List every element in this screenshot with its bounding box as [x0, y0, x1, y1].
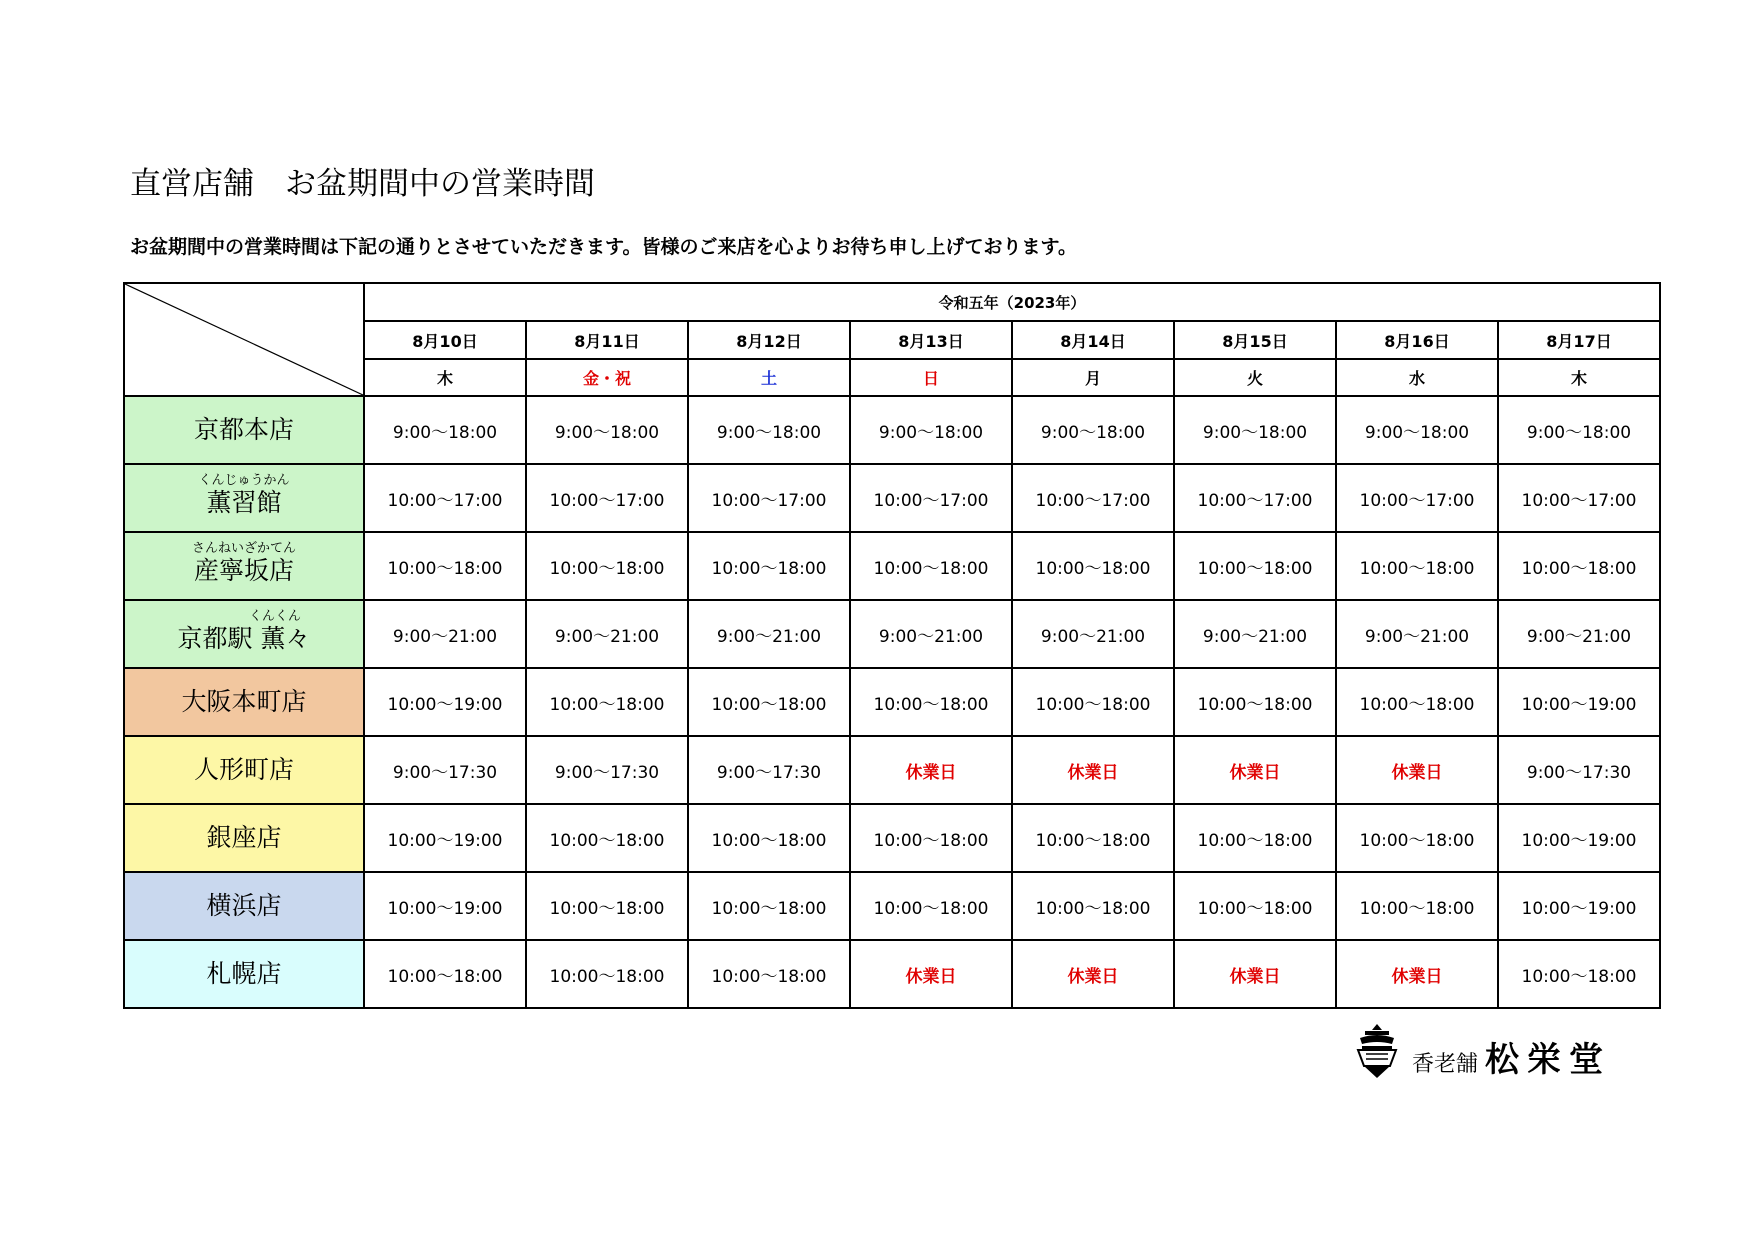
page-title: 直営店舗 お盆期間中の営業時間	[130, 166, 595, 202]
store-row	[124, 940, 1660, 1008]
intro-text: お盆期間中の営業時間は下記の通りとさせていただきます。皆様のご来店を心よりお待ち申し上げております。	[130, 236, 1077, 258]
hours-cell: 9:00〜17:30	[364, 736, 526, 804]
hours-cell: 10:00〜18:00	[1012, 872, 1174, 940]
hours-cell: 10:00〜18:00	[688, 668, 850, 736]
weekday-header: 日	[850, 359, 1012, 396]
corner-cell	[124, 283, 364, 396]
hours-cell: 10:00〜18:00	[526, 668, 688, 736]
hours-cell: 10:00〜17:00	[1174, 464, 1336, 532]
hours-cell: 9:00〜18:00	[1012, 396, 1174, 464]
closed-cell: 休業日	[1336, 940, 1498, 1008]
store-row	[124, 600, 1660, 668]
hours-cell: 10:00〜18:00	[1498, 532, 1660, 600]
date-header: 8月12日	[688, 321, 850, 359]
closed-cell: 休業日	[1336, 736, 1498, 804]
hours-cell: 10:00〜17:00	[364, 464, 526, 532]
hours-cell: 10:00〜18:00	[850, 532, 1012, 600]
hours-cell: 10:00〜18:00	[1336, 532, 1498, 600]
hours-cell: 10:00〜18:00	[688, 804, 850, 872]
store-row	[124, 396, 1660, 464]
hours-cell: 10:00〜18:00	[688, 872, 850, 940]
hours-cell: 10:00〜18:00	[1336, 804, 1498, 872]
hours-cell: 9:00〜21:00	[364, 600, 526, 668]
store-name: 大阪本町店	[181, 687, 307, 716]
store-name: 産寧坂店	[193, 556, 294, 585]
logo-big-text: 松栄堂	[1485, 1040, 1612, 1080]
date-header: 8月11日	[526, 321, 688, 359]
shoeido-logo	[1352, 1020, 1652, 1090]
hours-cell: 10:00〜18:00	[526, 532, 688, 600]
date-header: 8月16日	[1336, 321, 1498, 359]
hours-cell: 10:00〜18:00	[1174, 872, 1336, 940]
hours-cell: 10:00〜18:00	[1336, 872, 1498, 940]
hours-cell: 10:00〜18:00	[1336, 668, 1498, 736]
date-header: 8月13日	[850, 321, 1012, 359]
weekday-header: 土	[688, 359, 850, 396]
store-name: 銀座店	[206, 823, 282, 852]
closed-cell: 休業日	[850, 940, 1012, 1008]
store-name: 京都駅 薫々	[177, 624, 311, 653]
store-row	[124, 872, 1660, 940]
date-header: 8月15日	[1174, 321, 1336, 359]
hours-cell: 9:00〜18:00	[1336, 396, 1498, 464]
store-name-ruby: くんじゅうかん	[198, 473, 290, 488]
date-header: 8月17日	[1498, 321, 1660, 359]
hours-cell: 9:00〜21:00	[1336, 600, 1498, 668]
store-name-cell	[124, 396, 364, 464]
hours-cell: 10:00〜18:00	[688, 532, 850, 600]
hours-cell: 9:00〜18:00	[850, 396, 1012, 464]
hours-cell: 10:00〜19:00	[1498, 668, 1660, 736]
weekday-header: 金・祝	[526, 359, 688, 396]
store-name-cell	[124, 668, 364, 736]
hours-cell: 10:00〜18:00	[1498, 940, 1660, 1008]
store-row	[124, 668, 1660, 736]
hours-cell: 9:00〜21:00	[1174, 600, 1336, 668]
store-name: 人形町店	[193, 755, 294, 784]
hours-cell: 10:00〜18:00	[1174, 668, 1336, 736]
store-name: 薫習館	[206, 488, 282, 517]
hours-cell: 9:00〜18:00	[364, 396, 526, 464]
store-name-cell	[124, 804, 364, 872]
closed-cell: 休業日	[1174, 736, 1336, 804]
hours-cell: 9:00〜21:00	[850, 600, 1012, 668]
hours-cell: 9:00〜17:30	[1498, 736, 1660, 804]
hours-cell: 10:00〜18:00	[526, 804, 688, 872]
date-header: 8月10日	[364, 321, 526, 359]
weekday-header: 火	[1174, 359, 1336, 396]
closed-cell: 休業日	[1012, 940, 1174, 1008]
hours-cell: 9:00〜21:00	[688, 600, 850, 668]
closed-cell: 休業日	[850, 736, 1012, 804]
store-name: 京都本店	[193, 415, 294, 444]
hours-cell: 10:00〜18:00	[526, 940, 688, 1008]
hours-cell: 9:00〜21:00	[1498, 600, 1660, 668]
hours-cell: 9:00〜18:00	[688, 396, 850, 464]
hours-cell: 10:00〜17:00	[526, 464, 688, 532]
hours-cell: 10:00〜18:00	[1174, 804, 1336, 872]
hours-cell: 10:00〜18:00	[364, 940, 526, 1008]
hours-cell: 10:00〜18:00	[850, 804, 1012, 872]
hours-cell: 10:00〜18:00	[850, 668, 1012, 736]
hours-cell: 9:00〜17:30	[526, 736, 688, 804]
hours-cell: 10:00〜17:00	[1336, 464, 1498, 532]
store-name-ruby: さんねいざかてん	[191, 541, 296, 556]
hours-cell: 9:00〜18:00	[526, 396, 688, 464]
weekday-header: 月	[1012, 359, 1174, 396]
store-name-cell	[124, 736, 364, 804]
hours-cell: 10:00〜19:00	[364, 872, 526, 940]
hours-cell: 9:00〜21:00	[1012, 600, 1174, 668]
hours-cell: 10:00〜19:00	[1498, 872, 1660, 940]
business-hours-table	[123, 282, 1661, 1009]
weekday-header: 水	[1336, 359, 1498, 396]
hours-cell: 10:00〜18:00	[850, 872, 1012, 940]
hours-cell: 10:00〜19:00	[1498, 804, 1660, 872]
hours-cell: 9:00〜21:00	[526, 600, 688, 668]
hours-cell: 9:00〜18:00	[1174, 396, 1336, 464]
hours-cell: 10:00〜18:00	[1012, 804, 1174, 872]
store-name-cell	[124, 464, 364, 532]
hours-cell: 9:00〜18:00	[1498, 396, 1660, 464]
store-name-cell	[124, 940, 364, 1008]
hours-cell: 10:00〜18:00	[1012, 532, 1174, 600]
hours-cell: 10:00〜17:00	[1012, 464, 1174, 532]
hours-cell: 10:00〜18:00	[1174, 532, 1336, 600]
store-name-cell	[124, 532, 364, 600]
hours-cell: 10:00〜18:00	[688, 940, 850, 1008]
weekday-header: 木	[1498, 359, 1660, 396]
date-header: 8月14日	[1012, 321, 1174, 359]
store-row	[124, 804, 1660, 872]
store-name: 横浜店	[206, 891, 282, 920]
store-row	[124, 464, 1660, 532]
diagonal-line	[125, 284, 363, 395]
store-row	[124, 736, 1660, 804]
store-name-cell	[124, 600, 364, 668]
era-header: 令和五年（2023年）	[364, 283, 1660, 321]
shoeido-crest-icon	[1352, 1020, 1402, 1082]
hours-cell: 10:00〜18:00	[1012, 668, 1174, 736]
weekday-header: 木	[364, 359, 526, 396]
hours-cell: 10:00〜19:00	[364, 804, 526, 872]
hours-cell: 10:00〜17:00	[1498, 464, 1660, 532]
store-name: 札幌店	[206, 959, 282, 988]
hours-cell: 10:00〜17:00	[850, 464, 1012, 532]
hours-cell: 10:00〜18:00	[526, 872, 688, 940]
hours-cell: 10:00〜19:00	[364, 668, 526, 736]
store-name-ruby: くんくん	[248, 609, 301, 624]
logo-small-text: 香老舗	[1412, 1052, 1479, 1077]
closed-cell: 休業日	[1174, 940, 1336, 1008]
hours-cell: 10:00〜17:00	[688, 464, 850, 532]
store-name-cell	[124, 872, 364, 940]
hours-cell: 9:00〜17:30	[688, 736, 850, 804]
closed-cell: 休業日	[1012, 736, 1174, 804]
hours-cell: 10:00〜18:00	[364, 532, 526, 600]
store-row	[124, 532, 1660, 600]
